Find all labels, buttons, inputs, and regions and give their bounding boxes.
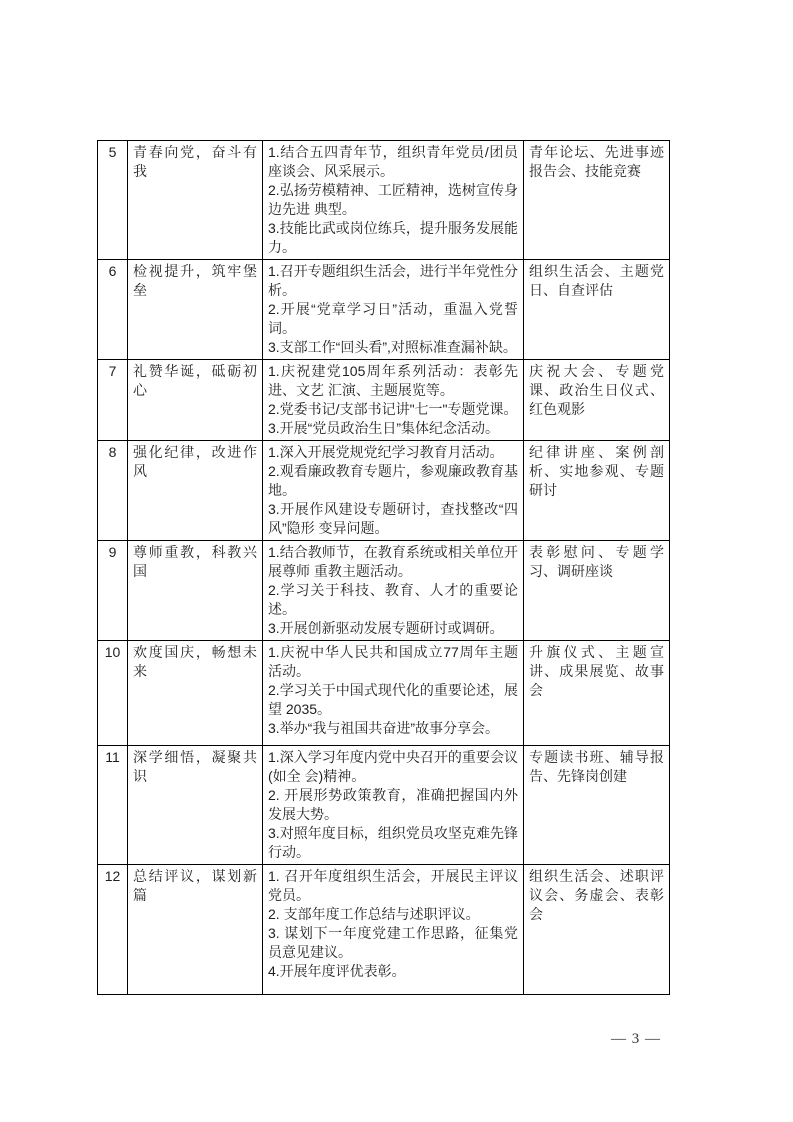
theme-title-cell: [128, 360, 263, 441]
formats-cell: [524, 260, 670, 360]
row-number-cell: [98, 746, 128, 865]
formats-text: 纪律讲座、案例剖析、实地参观、专题研讨: [529, 444, 664, 498]
activity-item: 1. 召开年度组织生活会，开展民主评议党员。: [268, 868, 518, 903]
row-number-cell: [98, 141, 128, 260]
table-row: [98, 541, 670, 641]
formats-cell: [524, 141, 670, 260]
formats-cell: [524, 441, 670, 541]
formats-cell: [524, 641, 670, 746]
formats-text: 专题读书班、辅导报告、先锋岗创建: [529, 749, 664, 784]
row-number: 7: [108, 363, 117, 379]
activities-cell: [263, 141, 524, 260]
activity-item: 2.学习关于中国式现代化的重要论述，展望 2035。: [268, 682, 518, 717]
party-activity-plan-table: [97, 140, 670, 995]
activity-item: 3.开展作风建设专题研讨，查找整改“四风”隐形 变异问题。: [268, 501, 518, 536]
activity-item: 1.结合五四青年节，组织青年党员/团员座谈会、风采展示。: [268, 144, 518, 179]
formats-cell: [524, 360, 670, 441]
row-number-cell: [98, 641, 128, 746]
row-number: 11: [105, 749, 120, 765]
formats-text: 青年论坛、先进事迹报告会、技能竞赛: [529, 144, 664, 179]
activity-item: 1.庆祝建党105周年系列活动：表彰先进、文艺 汇演、主题展览等。: [268, 363, 518, 398]
theme-title: 强化纪律，改进作风: [133, 444, 257, 479]
theme-title-cell: [128, 441, 263, 541]
activity-item: 2.学习关于科技、教育、人才的重要论述。: [268, 582, 518, 617]
activities-cell: [263, 260, 524, 360]
theme-title-cell: [128, 260, 263, 360]
row-number: 5: [108, 144, 117, 160]
formats-text: 升旗仪式、主题宣讲、成果展览、故事会: [529, 644, 664, 698]
activity-item: 2.观看廉政教育专题片，参观廉政教育基地。: [268, 463, 518, 498]
activity-item: 4.开展年度评优表彰。: [268, 963, 406, 979]
activity-item: 3.对照年度目标，组织党员攻坚克难先锋行动。: [268, 825, 518, 860]
row-number-cell: [98, 541, 128, 641]
activities-cell: [263, 865, 524, 995]
row-number-cell: [98, 360, 128, 441]
activity-item: 1.召开专题组织生活会，进行半年党性分析。: [268, 263, 518, 298]
formats-text: 组织生活会、述职评议会、务虚会、表彰会: [529, 868, 664, 922]
table-row: [98, 746, 670, 865]
theme-title-cell: [128, 541, 263, 641]
activity-item: 1.深入学习年度内党中央召开的重要会议(如全 会)精神。: [268, 749, 518, 784]
activity-item: 2.弘扬劳模精神、工匠精神，选树宣传身边先进 典型。: [268, 182, 518, 217]
theme-title: 礼赞华诞，砥砺初心: [133, 363, 257, 398]
row-number-cell: [98, 865, 128, 995]
activity-item: 1.庆祝中华人民共和国成立77周年主题活动。: [268, 644, 518, 679]
page-number: — 3 —: [611, 1031, 661, 1047]
table-row: [98, 865, 670, 995]
formats-cell: [524, 746, 670, 865]
table-row: [98, 360, 670, 441]
theme-title-cell: [128, 641, 263, 746]
table-row: [98, 641, 670, 746]
activity-item: 1.深入开展党规党纪学习教育月活动。: [268, 444, 504, 460]
table-row: [98, 260, 670, 360]
formats-cell: [524, 865, 670, 995]
theme-title: 青春向党，奋斗有我: [133, 144, 257, 179]
theme-title: 深学细悟，凝聚共识: [133, 749, 257, 784]
activity-item: 3.开展创新驱动发展专题研讨或调研。: [268, 620, 504, 636]
row-number: 6: [108, 263, 117, 279]
theme-title: 欢度国庆，畅想未来: [133, 644, 257, 679]
formats-text: 庆祝大会、专题党课、政治生日仪式、红色观影: [529, 363, 664, 417]
activity-item: 3.举办“我与祖国共奋进”故事分享会。: [268, 720, 499, 736]
activity-item: 3.支部工作“回头看”,对照标准查漏补缺。: [268, 339, 517, 355]
activity-item: 3. 谋划下一年度党建工作思路，征集党员意见建议。: [268, 925, 518, 960]
theme-title-cell: [128, 746, 263, 865]
formats-text: 表彰慰问、专题学习、调研座谈: [529, 544, 664, 579]
activity-item: 2. 开展形势政策教育，准确把握国内外发展大势。: [268, 787, 518, 822]
activities-cell: [263, 641, 524, 746]
row-number: 9: [108, 544, 117, 560]
activities-cell: [263, 360, 524, 441]
theme-title: 尊师重教，科教兴国: [133, 544, 257, 579]
row-number: 12: [104, 868, 121, 884]
activity-item: 2.开展“党章学习日”活动，重温入党誓词。: [268, 301, 518, 336]
activities-cell: [263, 746, 524, 865]
row-number-cell: [98, 441, 128, 541]
table-row: [98, 441, 670, 541]
activity-item: 1.结合教师节，在教育系统或相关单位开展尊师 重教主题活动。: [268, 544, 518, 579]
formats-cell: [524, 541, 670, 641]
row-number-cell: [98, 260, 128, 360]
formats-text: 组织生活会、主题党日、自查评估: [529, 263, 664, 298]
theme-title: 总结评议，谋划新篇: [133, 868, 257, 903]
activities-cell: [263, 541, 524, 641]
activity-item: 2.党委书记/支部书记讲"七一"专题党课。: [268, 401, 518, 417]
theme-title: 检视提升，筑牢堡垒: [133, 263, 257, 298]
activity-item: 3.技能比武或岗位练兵，提升服务发展能力。: [268, 220, 518, 255]
row-number: 10: [104, 644, 121, 660]
activity-item: 2. 支部年度工作总结与述职评议。: [268, 906, 480, 922]
activities-cell: [263, 441, 524, 541]
row-number: 8: [108, 444, 117, 460]
table-row: [98, 141, 670, 260]
activity-item: 3.开展“党员政治生日”集体纪念活动。: [268, 420, 499, 436]
theme-title-cell: [128, 865, 263, 995]
theme-title-cell: [128, 141, 263, 260]
